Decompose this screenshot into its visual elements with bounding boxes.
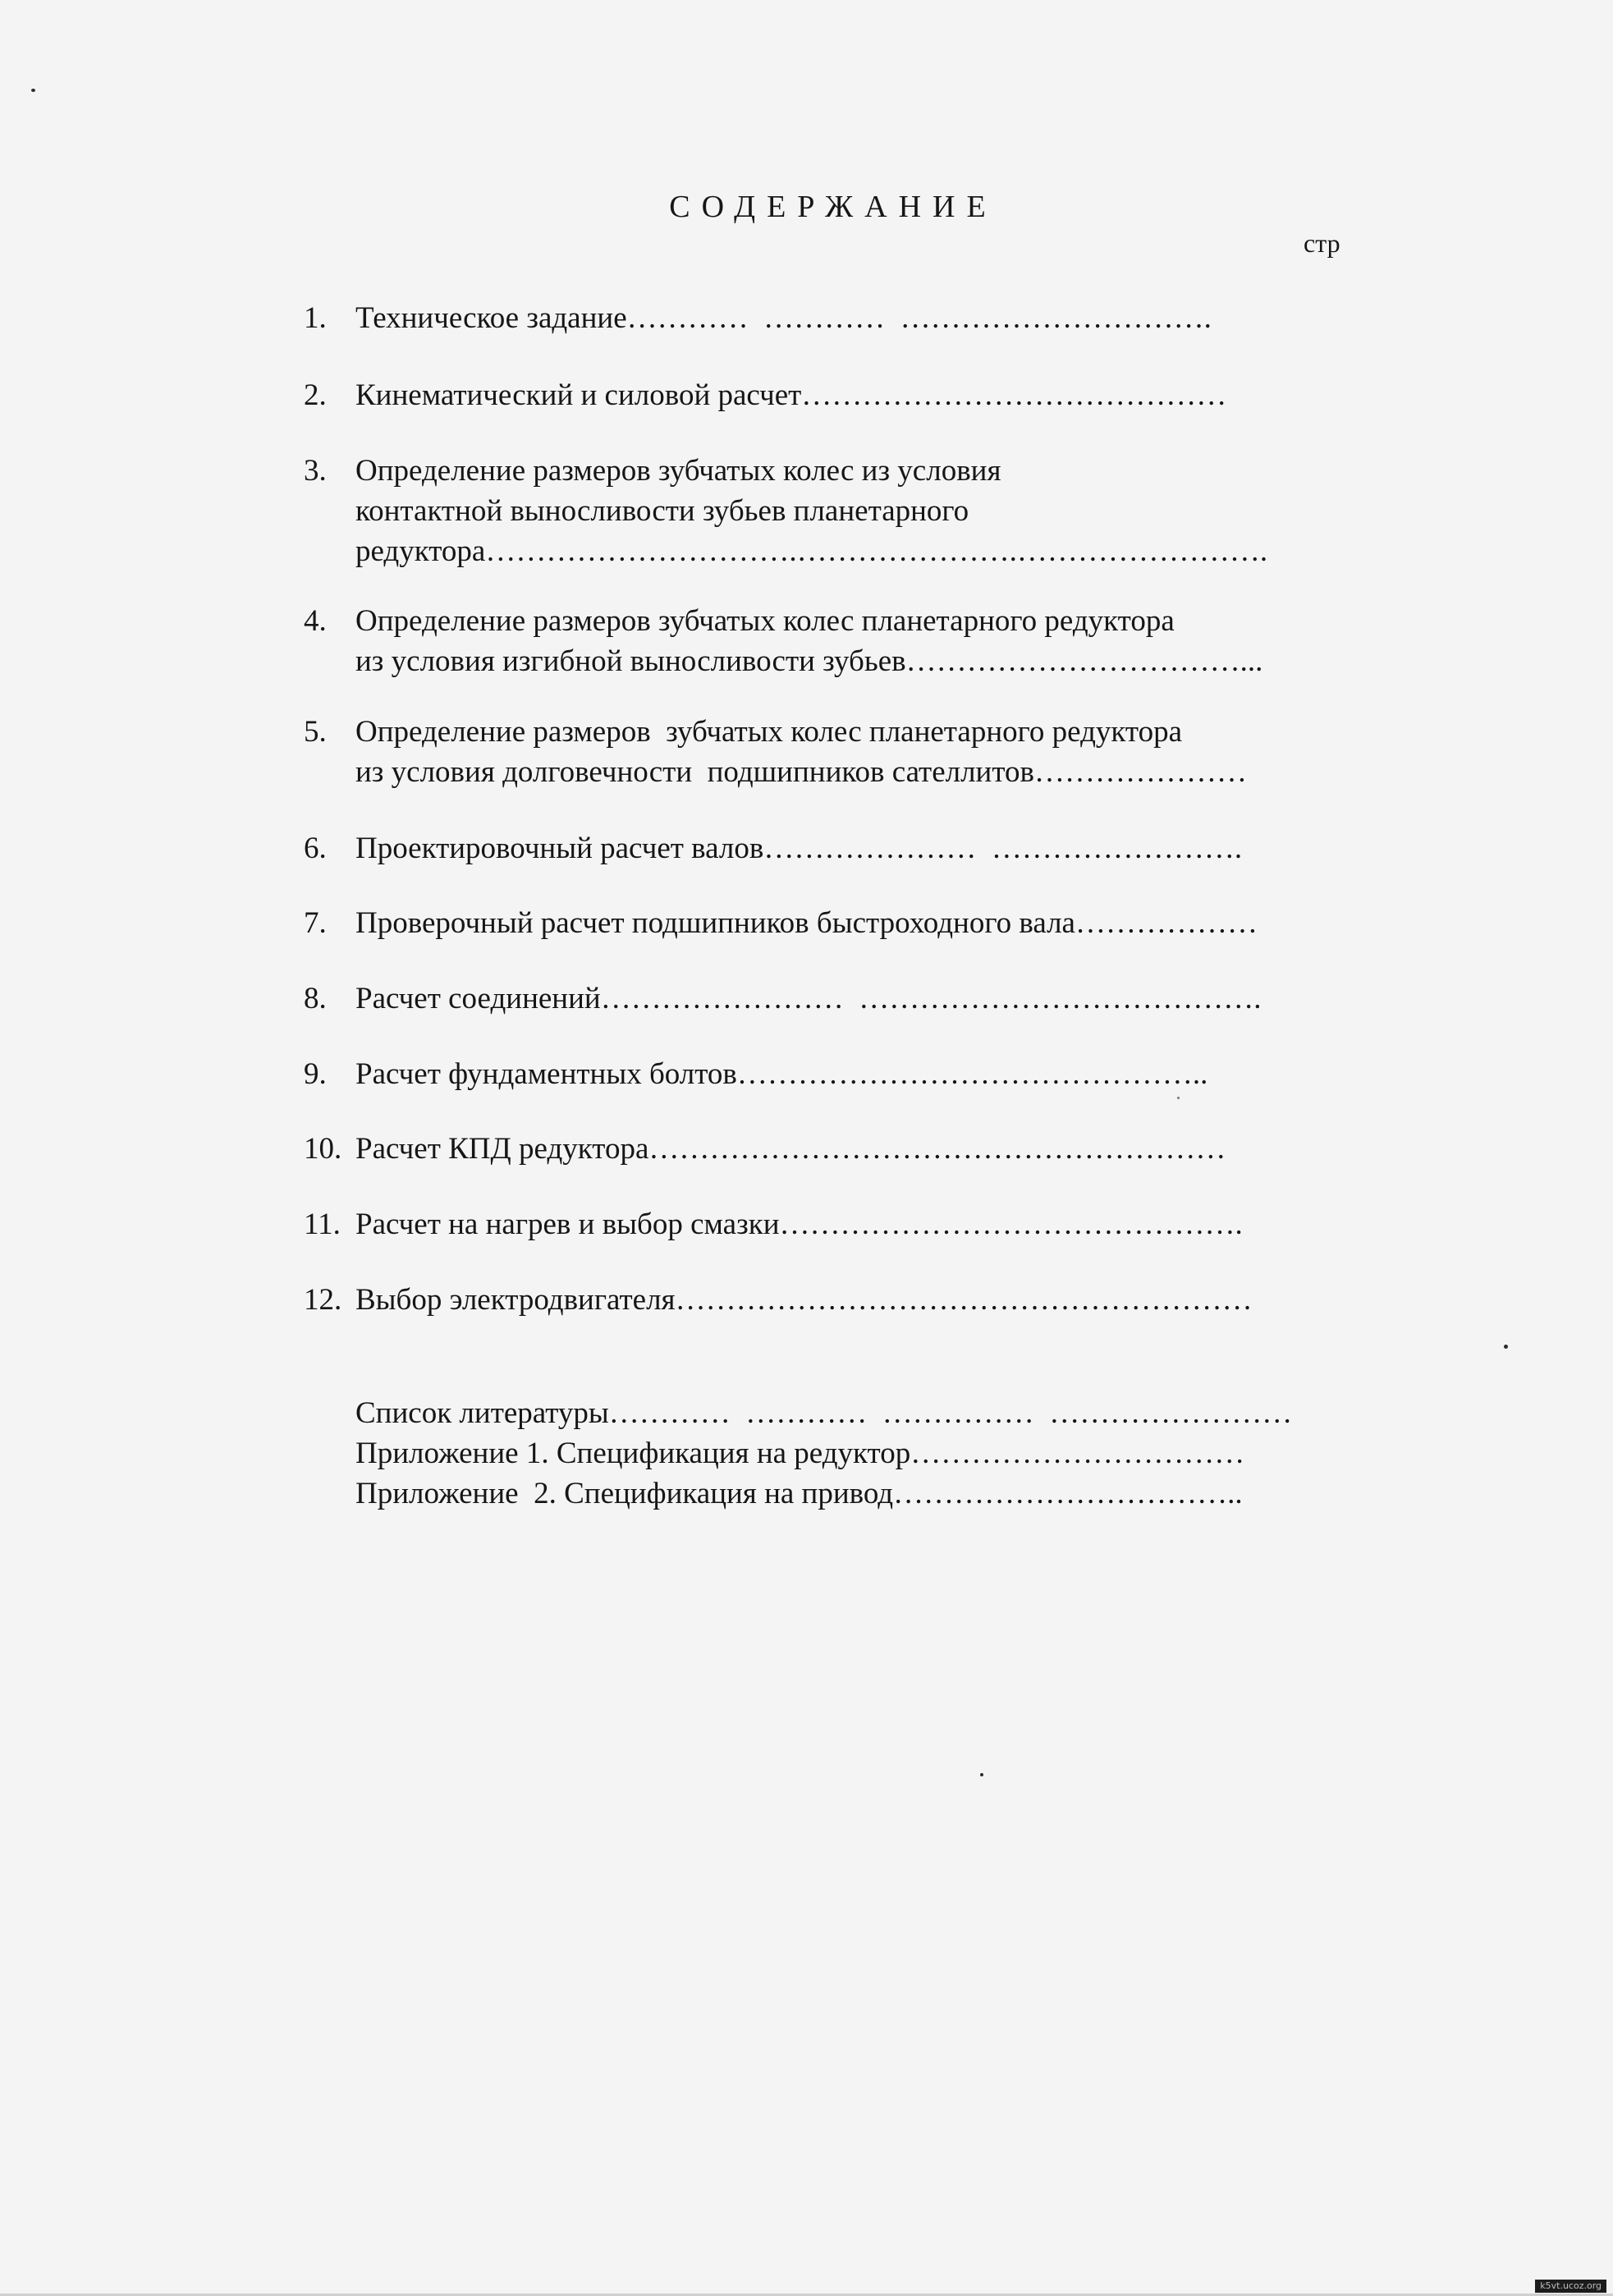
scan-speck [980, 1773, 983, 1776]
toc-item-text: контактной выносливости зубьев планетарного [355, 494, 969, 528]
toc-item-text: редуктора………………………….………………….……………………. [355, 534, 1268, 568]
toc-item-number: 4. [304, 604, 327, 638]
toc-item-text: Выбор электродвигателя………………………………………………… [355, 1283, 1253, 1317]
toc-item-text: Кинематический и силовой расчет…………………………………… [355, 378, 1227, 412]
toc-item-number: 3. [304, 454, 327, 488]
scan-speck [1504, 1345, 1508, 1349]
toc-item-text: Определение размеров зубчатых колес из условия [355, 454, 1001, 488]
toc-item-number: 1. [304, 301, 327, 335]
toc-item-text: Техническое задание………… ………… …………………………. [355, 301, 1212, 335]
toc-item-number: 10. [304, 1132, 342, 1166]
scan-speck [1177, 1097, 1180, 1099]
watermark: k5vt.ucoz.org [1535, 2280, 1606, 2293]
appendix-entry: Приложение 2. Спецификация на привод…………………………….. [355, 1477, 1243, 1510]
page-column-label: стр [1304, 228, 1340, 258]
toc-item-text: Проектировочный расчет валов………………… ……………………. [355, 832, 1243, 865]
toc-item-text: Определение размеров зубчатых колес планетарного редуктора [355, 604, 1175, 638]
toc-item-number: 9. [304, 1057, 327, 1091]
toc-item-text: Расчет на нагрев и выбор смазки………………………………………. [355, 1208, 1243, 1241]
toc-item-text: Расчет КПД редуктора………………………………………………… [355, 1132, 1226, 1166]
document-title: СОДЕРЖАНИЕ [669, 190, 997, 224]
appendix-entry: Приложение 1. Спецификация на редуктор…………………………… [355, 1437, 1245, 1470]
toc-item-text: Расчет фундаментных болтов……………………………………….. [355, 1057, 1208, 1091]
toc-item-text: Расчет соединений…………………… …………………………………. [355, 982, 1262, 1015]
toc-item-number: 12. [304, 1283, 342, 1317]
toc-item-text: Определение размеров зубчатых колес планетарного редуктора [355, 715, 1183, 749]
bibliography-entry: Список литературы………… ………… …………… …………………… [355, 1396, 1293, 1430]
toc-item-text: из условия долговечности подшипников сателлитов………………… [355, 755, 1248, 789]
toc-item-number: 5. [304, 715, 327, 749]
toc-item-text: из условия изгибной выносливости зубьев……………………………... [355, 644, 1263, 678]
toc-item-text: Проверочный расчет подшипников быстроходного вала……………… [355, 906, 1258, 940]
toc-item-number: 8. [304, 982, 327, 1015]
toc-item-number: 11. [304, 1208, 341, 1241]
toc-item-number: 2. [304, 378, 327, 412]
toc-item-number: 6. [304, 832, 327, 865]
scan-speck [31, 89, 35, 92]
toc-item-number: 7. [304, 906, 327, 940]
